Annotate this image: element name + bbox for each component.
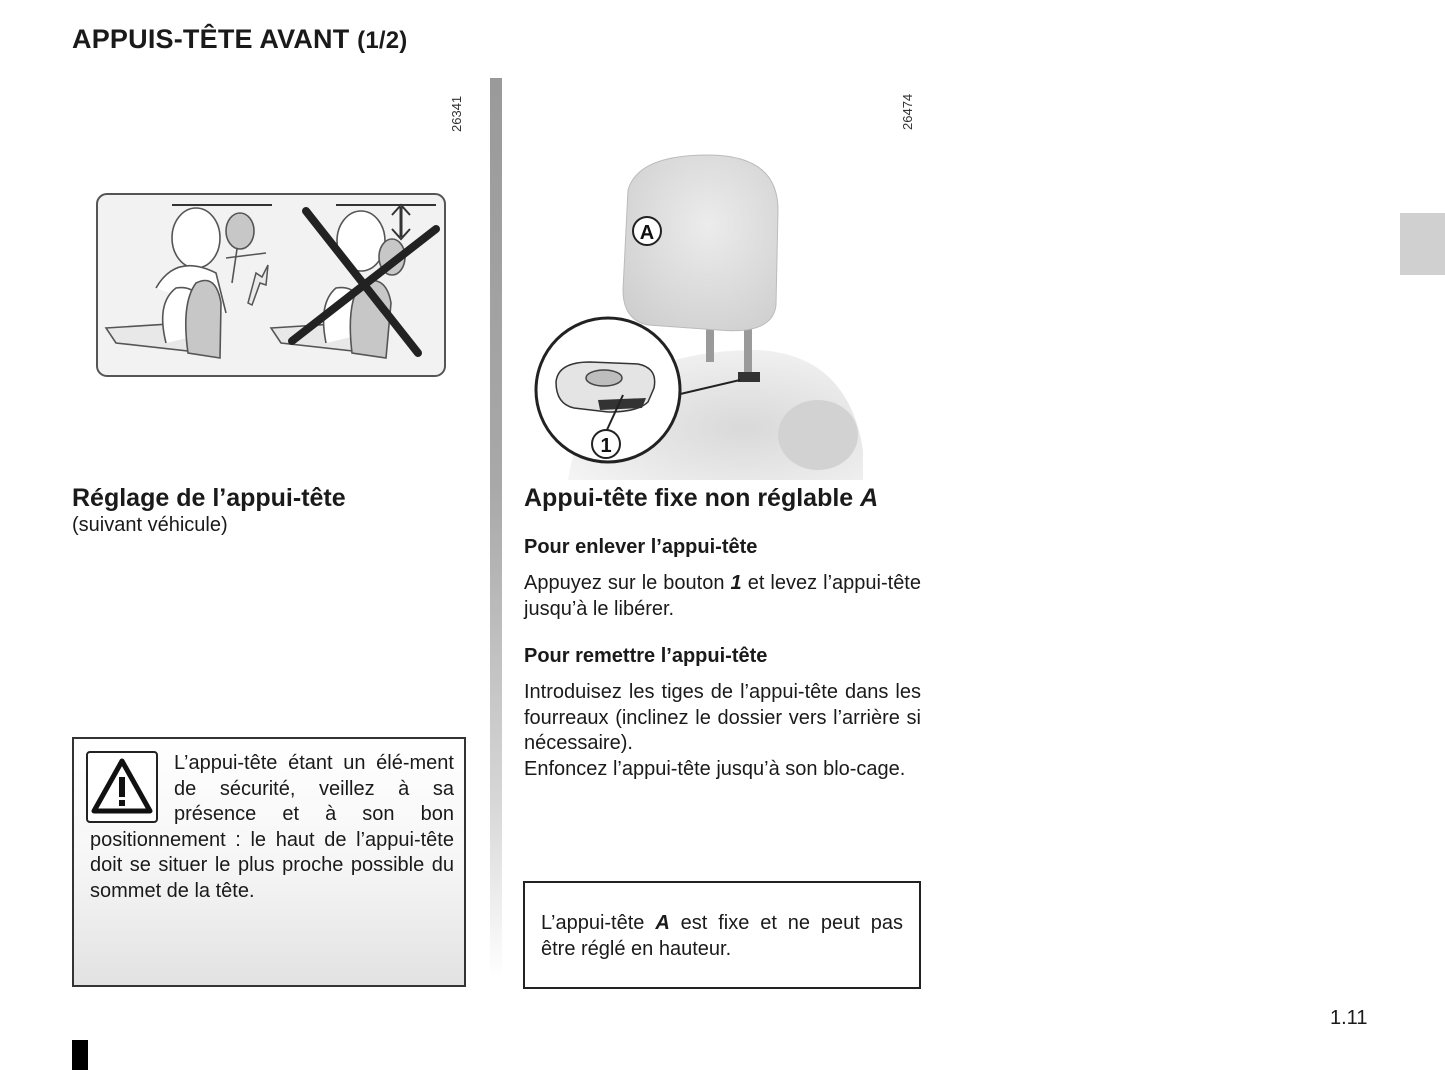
page-title-main: APPUIS-TÊTE AVANT xyxy=(72,24,350,54)
safety-warning-box xyxy=(72,737,466,987)
refit-headrest-text-2: Enfoncez l’appui-tête jusqu’à son blo-cage. xyxy=(524,758,906,780)
page-title-suffix: (1/2) xyxy=(357,27,408,54)
fixed-headrest-note-text xyxy=(541,911,903,962)
left-section-subheading: (suivant véhicule) xyxy=(72,514,228,536)
label-a: A xyxy=(639,222,655,244)
chapter-tab xyxy=(1400,213,1445,275)
remove-headrest-text xyxy=(524,571,921,622)
refit-headrest-text-1: Introduisez les tiges de l’appui-tête dans les fourreaux (inclinez le dossier vers l’arrière si nécessaire). xyxy=(524,681,921,754)
fixed-headrest-photo xyxy=(528,150,928,480)
fixed-headrest-note-box xyxy=(523,881,921,989)
remove-text-after: et levez l’appui-tête jusqu’à le libérer. xyxy=(524,572,921,620)
corner-mark xyxy=(72,1040,88,1070)
note-ref: A xyxy=(655,912,670,934)
left-section-heading: Réglage de l’appui-tête xyxy=(72,484,346,512)
refit-headrest-heading: Pour remettre l’appui-tête xyxy=(524,645,768,667)
note-text-before: L’appui-tête xyxy=(541,912,656,934)
right-section-heading-ref: A xyxy=(860,484,879,512)
remove-text-before: Appuyez sur le bouton xyxy=(524,572,731,594)
right-section-heading-text: Appui-tête fixe non réglable xyxy=(524,484,861,512)
column-divider xyxy=(490,78,502,978)
note-text-after: est fixe et ne peut pas être réglé en hauteur. xyxy=(541,912,903,960)
right-figure-number: 26474 xyxy=(900,93,915,130)
right-section-heading xyxy=(524,484,878,513)
page-number: 1.11 xyxy=(1330,1007,1368,1029)
left-figure-number: 26341 xyxy=(449,95,464,132)
page-title xyxy=(72,24,407,55)
headrest-adjustment-illustration xyxy=(96,193,446,377)
remove-headrest-heading: Pour enlever l’appui-tête xyxy=(524,536,758,558)
label-1: 1 xyxy=(600,435,612,457)
remove-button-ref: 1 xyxy=(730,572,742,594)
safety-warning-text: L’appui-tête étant un élé-ment de sécurité, veillez à sa présence et à son bon positionnement : le haut de l’appui-tête doit se situer le plus proche possible du sommet de la tête. xyxy=(90,752,454,902)
